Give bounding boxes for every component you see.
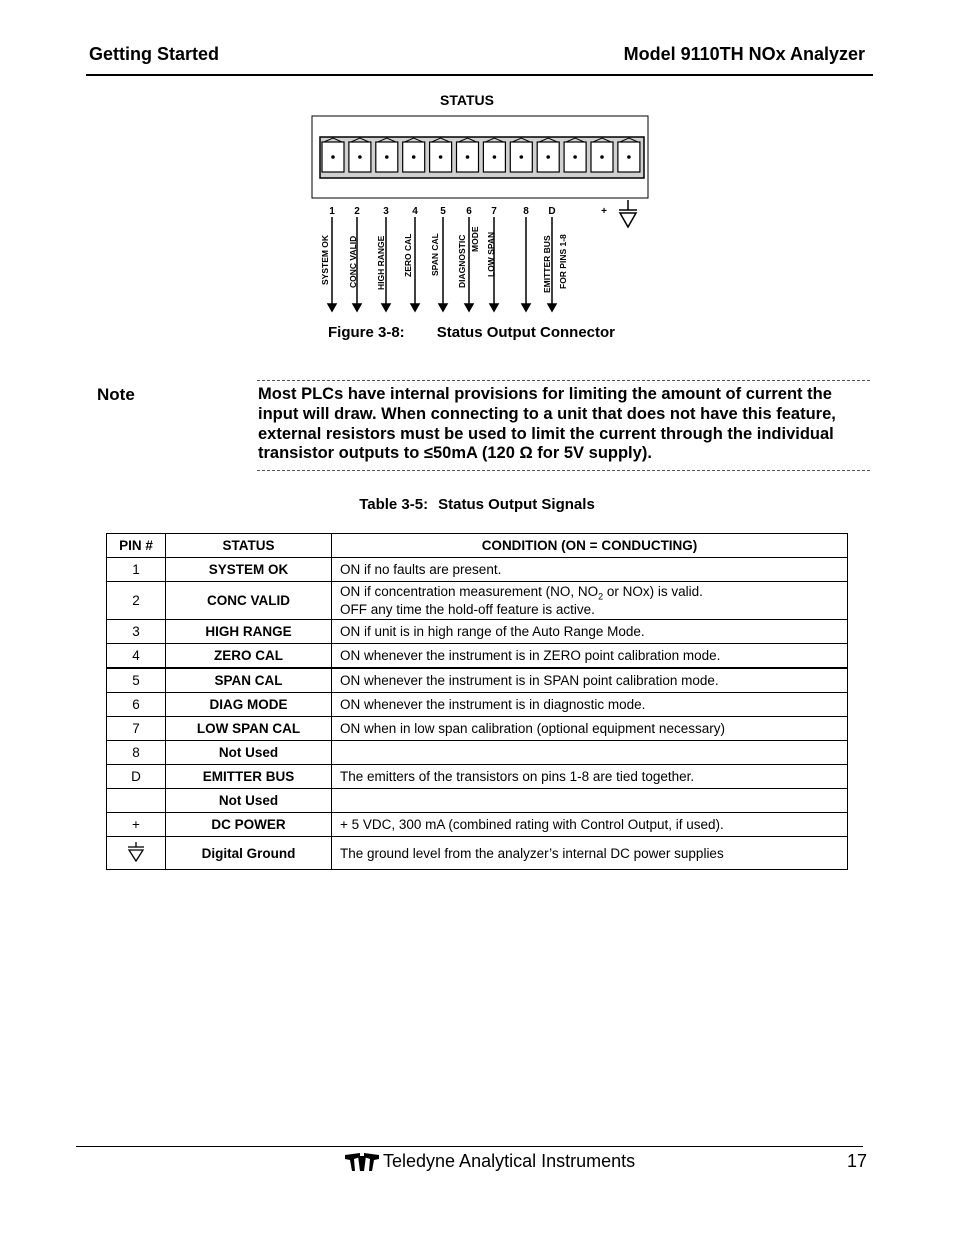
condition-cell: [332, 582, 848, 620]
status-cell: CONC VALID: [166, 582, 332, 620]
header-right: Model 9110TH NOx Analyzer: [623, 44, 865, 64]
figure-caption-number: Figure 3-8:: [328, 324, 405, 341]
condition-cell: The ground level from the analyzer’s internal DC power supplies: [332, 837, 848, 870]
status-cell: SYSTEM OK: [166, 558, 332, 582]
connector-socket: [510, 138, 532, 172]
status-cell: EMITTER BUS: [166, 765, 332, 789]
condition-cell: [332, 741, 848, 765]
status-cell: LOW SPAN CAL: [166, 717, 332, 741]
table-row: [107, 558, 848, 582]
pin-cell: [107, 789, 166, 813]
table-row: [107, 620, 848, 644]
connector-socket: [457, 138, 479, 172]
pin-cell: D: [107, 765, 166, 789]
table-row: [107, 813, 848, 837]
pin-cell: 7: [107, 717, 166, 741]
pin-number-5: 5: [440, 206, 446, 217]
signal-labels: [320, 226, 568, 293]
table-row: [107, 765, 848, 789]
condition-cell: The emitters of the transistors on pins 1-8 are tied together.: [332, 765, 848, 789]
pin-cell: 3: [107, 620, 166, 644]
header-rule: [86, 74, 873, 76]
status-output-table: [106, 533, 848, 870]
label-diagnostic: DIAGNOSTIC: [457, 234, 467, 288]
pin-number-2: 2: [354, 206, 360, 217]
pin-number-1: 1: [329, 206, 335, 217]
status-cell: Not Used: [166, 789, 332, 813]
ground-symbol-icon: [126, 841, 146, 863]
connector-socket: [537, 138, 559, 172]
condition-text: or NOx) is valid.: [603, 584, 703, 600]
page-number: 17: [847, 1151, 868, 1171]
status-cell: DC POWER: [166, 813, 332, 837]
figure-caption-title: Status Output Connector: [436, 324, 616, 341]
pin-number-6: 6: [466, 206, 472, 217]
condition-text-line2: OFF any time the hold-off feature is active.: [340, 601, 595, 617]
table-header-row: [107, 534, 848, 558]
label-system-ok: SYSTEM OK: [320, 234, 330, 285]
note-text: Most PLCs have internal provisions for limiting the amount of current the input will draw. When connecting to a unit that does not have this feature, external resistors must be used to limit the current through the individual transistor outputs to ≤50mA (120 Ω for 5V supply).: [257, 380, 870, 471]
connector-socket: [564, 138, 586, 172]
table-caption-number: Table 3-5:: [359, 496, 429, 513]
label-high-range: HIGH RANGE: [376, 235, 386, 290]
table-caption: [0, 496, 954, 513]
connector-socket: [403, 138, 425, 172]
header-status: STATUS: [166, 534, 332, 558]
label-mode: MODE: [470, 226, 480, 252]
teledyne-logo-icon: [345, 1152, 379, 1172]
pin-number-labels: [329, 206, 607, 217]
status-connector-diagram: [300, 114, 660, 319]
table-row: [107, 644, 848, 669]
pin-cell: [107, 837, 166, 870]
status-cell: HIGH RANGE: [166, 620, 332, 644]
condition-cell: ON if unit is in high range of the Auto Range Mode.: [332, 620, 848, 644]
table-row: [107, 582, 848, 620]
pin-number-4: 4: [412, 206, 418, 217]
condition-cell: ON if no faults are present.: [332, 558, 848, 582]
subscript-2: 2: [598, 591, 604, 602]
connector-socket: [483, 138, 505, 172]
pin-cell: 6: [107, 693, 166, 717]
pin-cell: 2: [107, 582, 166, 620]
note-label: Note: [97, 385, 135, 404]
connector-socket: [618, 138, 640, 172]
condition-text: ON if concentration measurement (NO, NO: [340, 584, 599, 600]
condition-cell: [332, 789, 848, 813]
table-row: [107, 668, 848, 693]
pin-number-8: 8: [523, 206, 529, 217]
status-cell: DIAG MODE: [166, 693, 332, 717]
connector-socket: [349, 138, 371, 172]
footer-company: Teledyne Analytical Instruments: [383, 1151, 636, 1171]
figure-caption: [328, 324, 615, 341]
footer-rule: [76, 1146, 863, 1147]
status-cell: SPAN CAL: [166, 668, 332, 693]
pin-number-3: 3: [383, 206, 389, 217]
label-emitter-bus: EMITTER BUS: [542, 235, 552, 293]
pin-cell: 4: [107, 644, 166, 669]
table-row: [107, 717, 848, 741]
header-condition: CONDITION (ON = CONDUCTING): [332, 534, 848, 558]
condition-cell: + 5 VDC, 300 mA (combined rating with Control Output, if used).: [332, 813, 848, 837]
status-cell: Digital Ground: [166, 837, 332, 870]
table-row: [107, 789, 848, 813]
pin-cell: 8: [107, 741, 166, 765]
table-row: [107, 837, 848, 870]
ground-symbol-icon: [619, 200, 637, 227]
table-row: [107, 693, 848, 717]
pin-cell: 1: [107, 558, 166, 582]
label-span-cal: SPAN CAL: [430, 233, 440, 276]
label-zero-cal: ZERO CAL: [403, 233, 413, 277]
connector-socket: [591, 138, 613, 172]
pin-number-d: D: [548, 206, 556, 217]
condition-cell: ON whenever the instrument is in ZERO point calibration mode.: [332, 644, 848, 669]
label-for-pins: FOR PINS 1-8: [558, 234, 568, 289]
connector-socket: [376, 138, 398, 172]
condition-cell: ON whenever the instrument is in SPAN point calibration mode.: [332, 668, 848, 693]
connector-socket: [322, 138, 344, 172]
status-cell: ZERO CAL: [166, 644, 332, 669]
condition-cell: ON whenever the instrument is in diagnostic mode.: [332, 693, 848, 717]
pin-number-plus: +: [601, 206, 607, 217]
pin-number-7: 7: [491, 206, 497, 217]
header-pin: PIN #: [107, 534, 166, 558]
pin-cell: +: [107, 813, 166, 837]
label-conc-valid: CONC VALID: [348, 235, 358, 288]
header-left: Getting Started: [89, 44, 220, 64]
connector-socket: [430, 138, 452, 172]
table-caption-title: Status Output Signals: [438, 496, 595, 513]
figure-title: STATUS: [440, 92, 494, 108]
signal-arrows: [328, 217, 556, 311]
status-cell: Not Used: [166, 741, 332, 765]
table-row: [107, 741, 848, 765]
label-low-span: LOW SPAN: [486, 231, 496, 277]
pin-cell: 5: [107, 668, 166, 693]
condition-cell: ON when in low span calibration (optional equipment necessary): [332, 717, 848, 741]
